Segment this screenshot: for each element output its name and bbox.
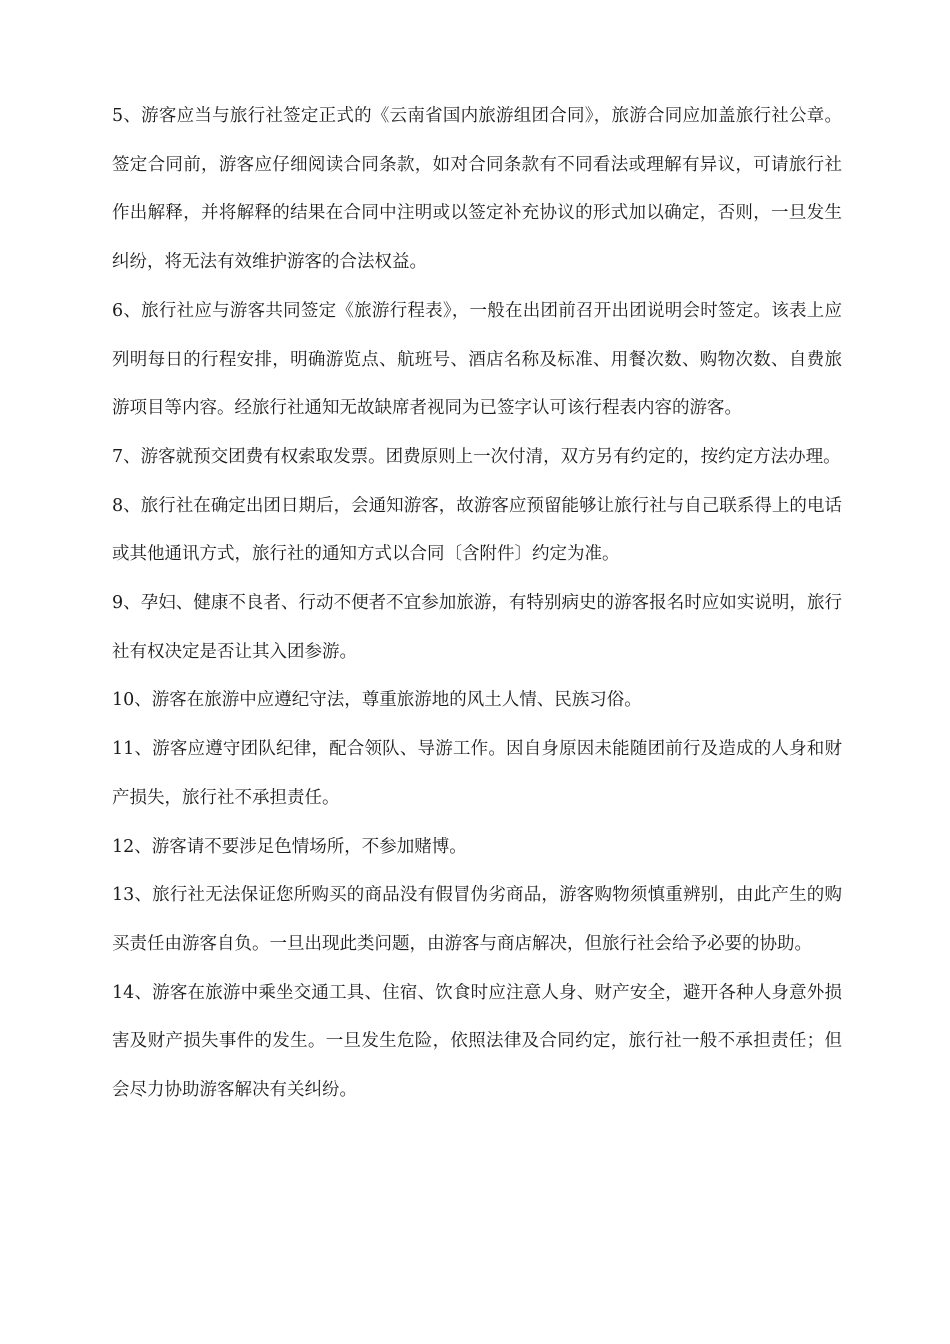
clause-11: 11、游客应遵守团队纪律，配合领队、导游工作。因自身原因未能随团前行及造成的人身和财产损失，旅行社不承担责任。 [112,739,842,808]
clause-8: 8、旅行社在确定出团日期后，会通知游客，故游客应预留能够让旅行社与自己联系得上的电话或其他通讯方式，旅行社的通知方式以合同〔含附件〕约定为准。 [112,495,842,565]
clause-6: 6、旅行社应与游客共同签定《旅游行程表》，一般在出团前召开出团说明会时签定。该表上应列明每日的行程安排，明确游览点、航班号、酒店名称及标准、用餐次数、购物次数、自费旅游项目等内容。经旅行社通知无故缺席者视同为已签字认可该行程表内容的游客。 [112,300,842,419]
document-body [112,92,842,1115]
clause-14: 14、游客在旅游中乘坐交通工具、住宿、饮食时应注意人身、财产安全，避开各种人身意外损害及财产损失事件的发生。一旦发生危险，依照法律及合同约定，旅行社一般不承担责任；但会尽力协助游客解决有关纠纷。 [112,982,842,1101]
clause-7: 7、游客就预交团费有权索取发票。团费原则上一次付清，双方另有约定的，按约定方法办理。 [112,446,841,467]
clause-13: 13、旅行社无法保证您所购买的商品没有假冒伪劣商品，游客购物须慎重辨别，由此产生的购买责任由游客自负。一旦出现此类问题，由游客与商店解决，但旅行社会给予必要的协助。 [112,885,842,954]
clause-12: 12、游客请不要涉足色情场所，不参加赌博。 [112,836,467,857]
clause-10: 10、游客在旅游中应遵纪守法，尊重旅游地的风土人情、民族习俗。 [112,690,642,711]
clause-5: 5、游客应当与旅行社签定正式的《云南省国内旅游组团合同》，旅游合同应加盖旅行社公章。签定合同前，游客应仔细阅读合同条款，如对合同条款有不同看法或理解有异议，可请旅行社作出解释，并将解释的结果在合同中注明或以签定补充协议的形式加以确定，否则，一旦发生纠纷，将无法有效维护游客的合法权益。 [112,106,842,273]
clause-9: 9、孕妇、健康不良者、行动不便者不宜参加旅游，有特别病史的游客报名时应如实说明，旅行社有权决定是否让其入团参游。 [112,593,842,662]
